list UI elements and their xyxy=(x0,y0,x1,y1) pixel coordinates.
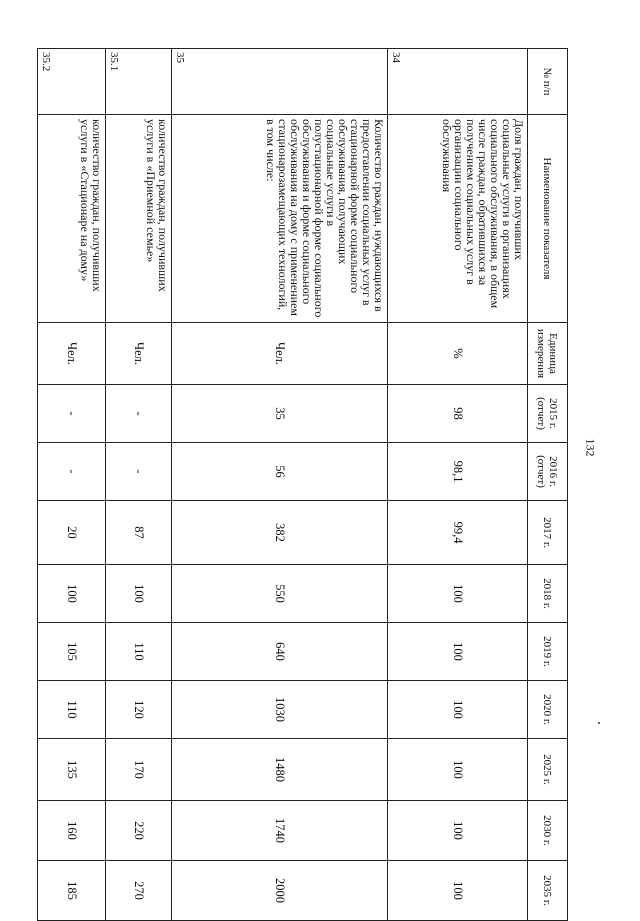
cell-2015: - xyxy=(38,385,106,443)
table-row xyxy=(388,49,528,921)
cell-2020: 100 xyxy=(388,681,528,739)
cell-2017: 20 xyxy=(38,501,106,565)
scan-speck xyxy=(598,722,600,724)
cell-2018: 100 xyxy=(106,565,172,623)
cell-2016: 98,1 xyxy=(388,443,528,501)
header-2019: 2019 г. xyxy=(528,623,568,681)
cell-2017: 382 xyxy=(172,501,388,565)
cell-2017: 87 xyxy=(106,501,172,565)
row-unit: Чел. xyxy=(38,323,106,385)
header-2030: 2030 г. xyxy=(528,801,568,861)
cell-2035: 2000 xyxy=(172,861,388,921)
cell-2019: 105 xyxy=(38,623,106,681)
row-name: количество граждан, получивших услуги в «Приемной семье» xyxy=(106,115,172,323)
rotated-table-wrapper xyxy=(38,48,568,906)
header-num: № п/п xyxy=(528,49,568,115)
row-unit: Чел. xyxy=(106,323,172,385)
header-2017: 2017 г. xyxy=(528,501,568,565)
row-num: 35 xyxy=(172,49,388,115)
cell-2025: 100 xyxy=(388,739,528,801)
cell-2019: 110 xyxy=(106,623,172,681)
cell-2020: 110 xyxy=(38,681,106,739)
cell-2016: - xyxy=(38,443,106,501)
cell-2018: 100 xyxy=(388,565,528,623)
cell-2025: 135 xyxy=(38,739,106,801)
row-num: 35.1 xyxy=(106,49,172,115)
table-row xyxy=(38,49,106,921)
cell-2015: 98 xyxy=(388,385,528,443)
row-name: Количество граждан, нуждающихся в предоставлении социальных услуг в стационарной форме социального обслуживания, получающих социальные услуги в полустационарной форме социального обслуживания и форме социального обслуживания на дому с применением стационарозамещающих технологий, в том числе: xyxy=(172,115,388,323)
header-row xyxy=(528,49,568,921)
header-2020: 2020 г. xyxy=(528,681,568,739)
row-name: количество граждан, получивших услуги в «Стационаре на дому» xyxy=(38,115,106,323)
row-unit: Чел. xyxy=(172,323,388,385)
header-2016: 2016 г. (отчет) xyxy=(528,443,568,501)
row-num: 35.2 xyxy=(38,49,106,115)
cell-2025: 1480 xyxy=(172,739,388,801)
cell-2017: 99,4 xyxy=(388,501,528,565)
header-unit: Единица измерения xyxy=(528,323,568,385)
cell-2018: 550 xyxy=(172,565,388,623)
page-number: 132 xyxy=(583,438,598,457)
cell-2025: 170 xyxy=(106,739,172,801)
indicators-table xyxy=(37,48,568,921)
cell-2015: 35 xyxy=(172,385,388,443)
cell-2030: 100 xyxy=(388,801,528,861)
row-num: 34 xyxy=(388,49,528,115)
cell-2019: 100 xyxy=(388,623,528,681)
table-row xyxy=(172,49,388,921)
header-name: Наименование показателя xyxy=(528,115,568,323)
cell-2020: 120 xyxy=(106,681,172,739)
row-unit: % xyxy=(388,323,528,385)
cell-2030: 1740 xyxy=(172,801,388,861)
cell-2018: 100 xyxy=(38,565,106,623)
cell-2035: 100 xyxy=(388,861,528,921)
cell-2035: 185 xyxy=(38,861,106,921)
header-2035: 2035 г. xyxy=(528,861,568,921)
cell-2019: 640 xyxy=(172,623,388,681)
cell-2016: 56 xyxy=(172,443,388,501)
header-2015: 2015 г. (отчет) xyxy=(528,385,568,443)
table-row xyxy=(106,49,172,921)
header-2018: 2018 г. xyxy=(528,565,568,623)
cell-2020: 1030 xyxy=(172,681,388,739)
cell-2015: - xyxy=(106,385,172,443)
row-name: Доля граждан, получивших социальные услуги в организациях социального обслуживания, в общем числе граждан, обратившихся за получением социальных услуг в организации социального обслуживания xyxy=(388,115,528,323)
cell-2030: 160 xyxy=(38,801,106,861)
cell-2016: - xyxy=(106,443,172,501)
header-2025: 2025 г. xyxy=(528,739,568,801)
cell-2035: 270 xyxy=(106,861,172,921)
cell-2030: 220 xyxy=(106,801,172,861)
